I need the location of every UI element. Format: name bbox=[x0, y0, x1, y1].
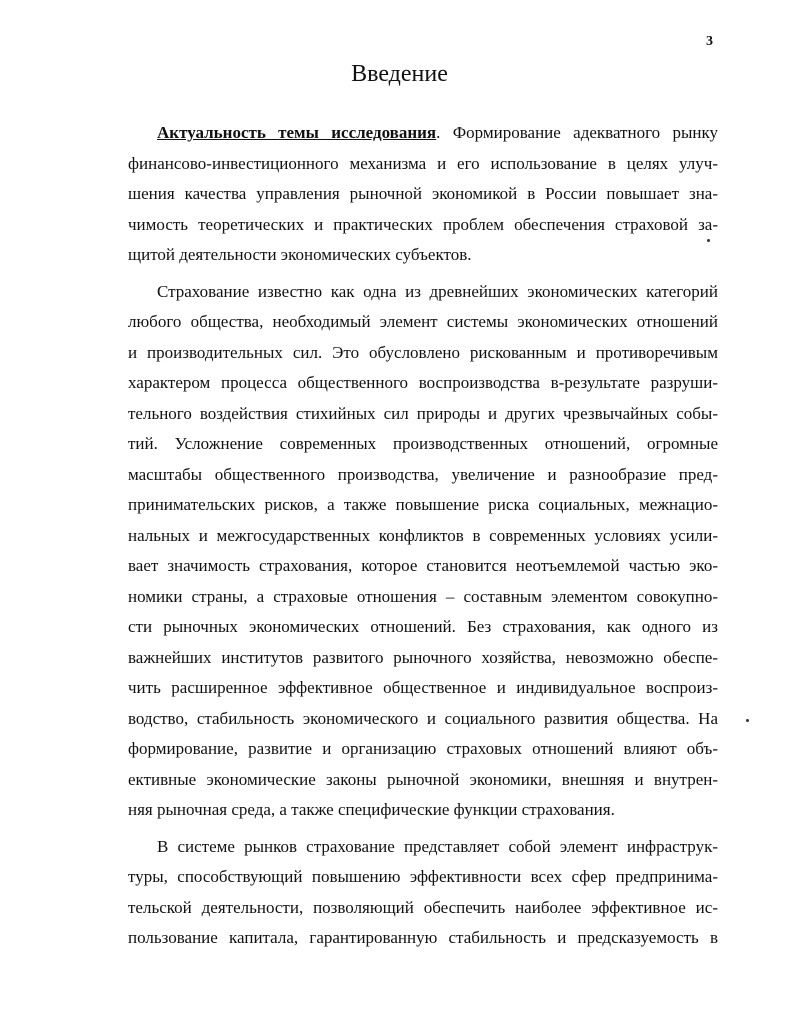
text-line: Страхование известно как одна из древнейших экономических категорий bbox=[157, 281, 718, 301]
text-line: финансово-инвестиционного механизма и его использование в целях улуч- bbox=[128, 153, 718, 173]
text-line: чимость теоретических и практических проблем обеспечения страховой за- bbox=[128, 214, 718, 234]
paragraph-insurance bbox=[128, 277, 718, 826]
document-body bbox=[128, 118, 718, 954]
text-line: номики страны, а страховые отношения – составным элементом совокупно- bbox=[128, 586, 718, 606]
text-line: щитой деятельности экономических субъектов. bbox=[128, 245, 472, 264]
page-number: 3 bbox=[706, 34, 713, 49]
heading-tail: . Формирование адекватного рынку bbox=[436, 123, 718, 142]
text-line: масштабы общественного производства, увеличение и разнообразие пред- bbox=[128, 464, 718, 484]
text-line: туры, способствующий повышению эффективности всех сфер предпринима- bbox=[128, 867, 718, 886]
text-line: и производительных сил. Это обусловлено рискованным и противоречивым bbox=[128, 342, 718, 362]
text-line: чить расширенное эффективное общественное и индивидуальное воспроиз- bbox=[128, 678, 718, 697]
text-line: няя рыночная среда, а также специфические функции страхования. bbox=[128, 800, 615, 819]
text-line: тий. Усложнение современных производственных отношений, огромные bbox=[128, 434, 718, 453]
text-line: сти рыночных экономических отношений. Без страхования, как одного из bbox=[128, 617, 718, 636]
text-line: любого общества, необходимый элемент системы экономических отношений bbox=[128, 312, 718, 331]
text-line: водство, стабильность экономического и социального развития общества. На bbox=[128, 708, 718, 728]
text-line: ективные экономические законы рыночной экономики, внешняя и внутрен- bbox=[128, 769, 718, 789]
text-line: принимательских рисков, а также повышение риска социальных, межнацио- bbox=[128, 495, 718, 514]
text-line: формирование, развитие и организацию страховых отношений влияют объ- bbox=[128, 739, 718, 758]
text-line: В системе рынков страхование представляет собой элемент инфраструк- bbox=[157, 836, 718, 856]
text-line bbox=[128, 118, 718, 149]
paragraph-intro bbox=[128, 118, 718, 271]
page-title: Введение bbox=[351, 61, 448, 87]
text-line: важнейших институтов развитого рыночного хозяйства, невозможно обеспе- bbox=[128, 647, 718, 667]
text-line: шения качества управления рыночной экономикой в России повышает зна- bbox=[128, 184, 718, 203]
text-line: тельного воздействия стихийных сил природы и других чрезвычайных собы- bbox=[128, 403, 718, 423]
text-line: нальных и межгосударственных конфликтов в современных условиях усили- bbox=[128, 525, 718, 545]
text-line: вает значимость страхования, которое становится неотъемлемой частью эко- bbox=[128, 556, 718, 575]
paragraph-markets bbox=[128, 832, 718, 954]
text-line: тельской деятельности, позволяющий обеспечить наиболее эффективное ис- bbox=[128, 897, 718, 917]
text-line: характером процесса общественного воспроизводства в-результате разруши- bbox=[128, 373, 718, 392]
section-heading: Актуальность темы исследования bbox=[157, 123, 437, 142]
scan-speck bbox=[707, 239, 710, 242]
text-line: пользование капитала, гарантированную стабильность и предсказуемость в bbox=[128, 928, 718, 947]
scan-speck bbox=[746, 719, 749, 722]
